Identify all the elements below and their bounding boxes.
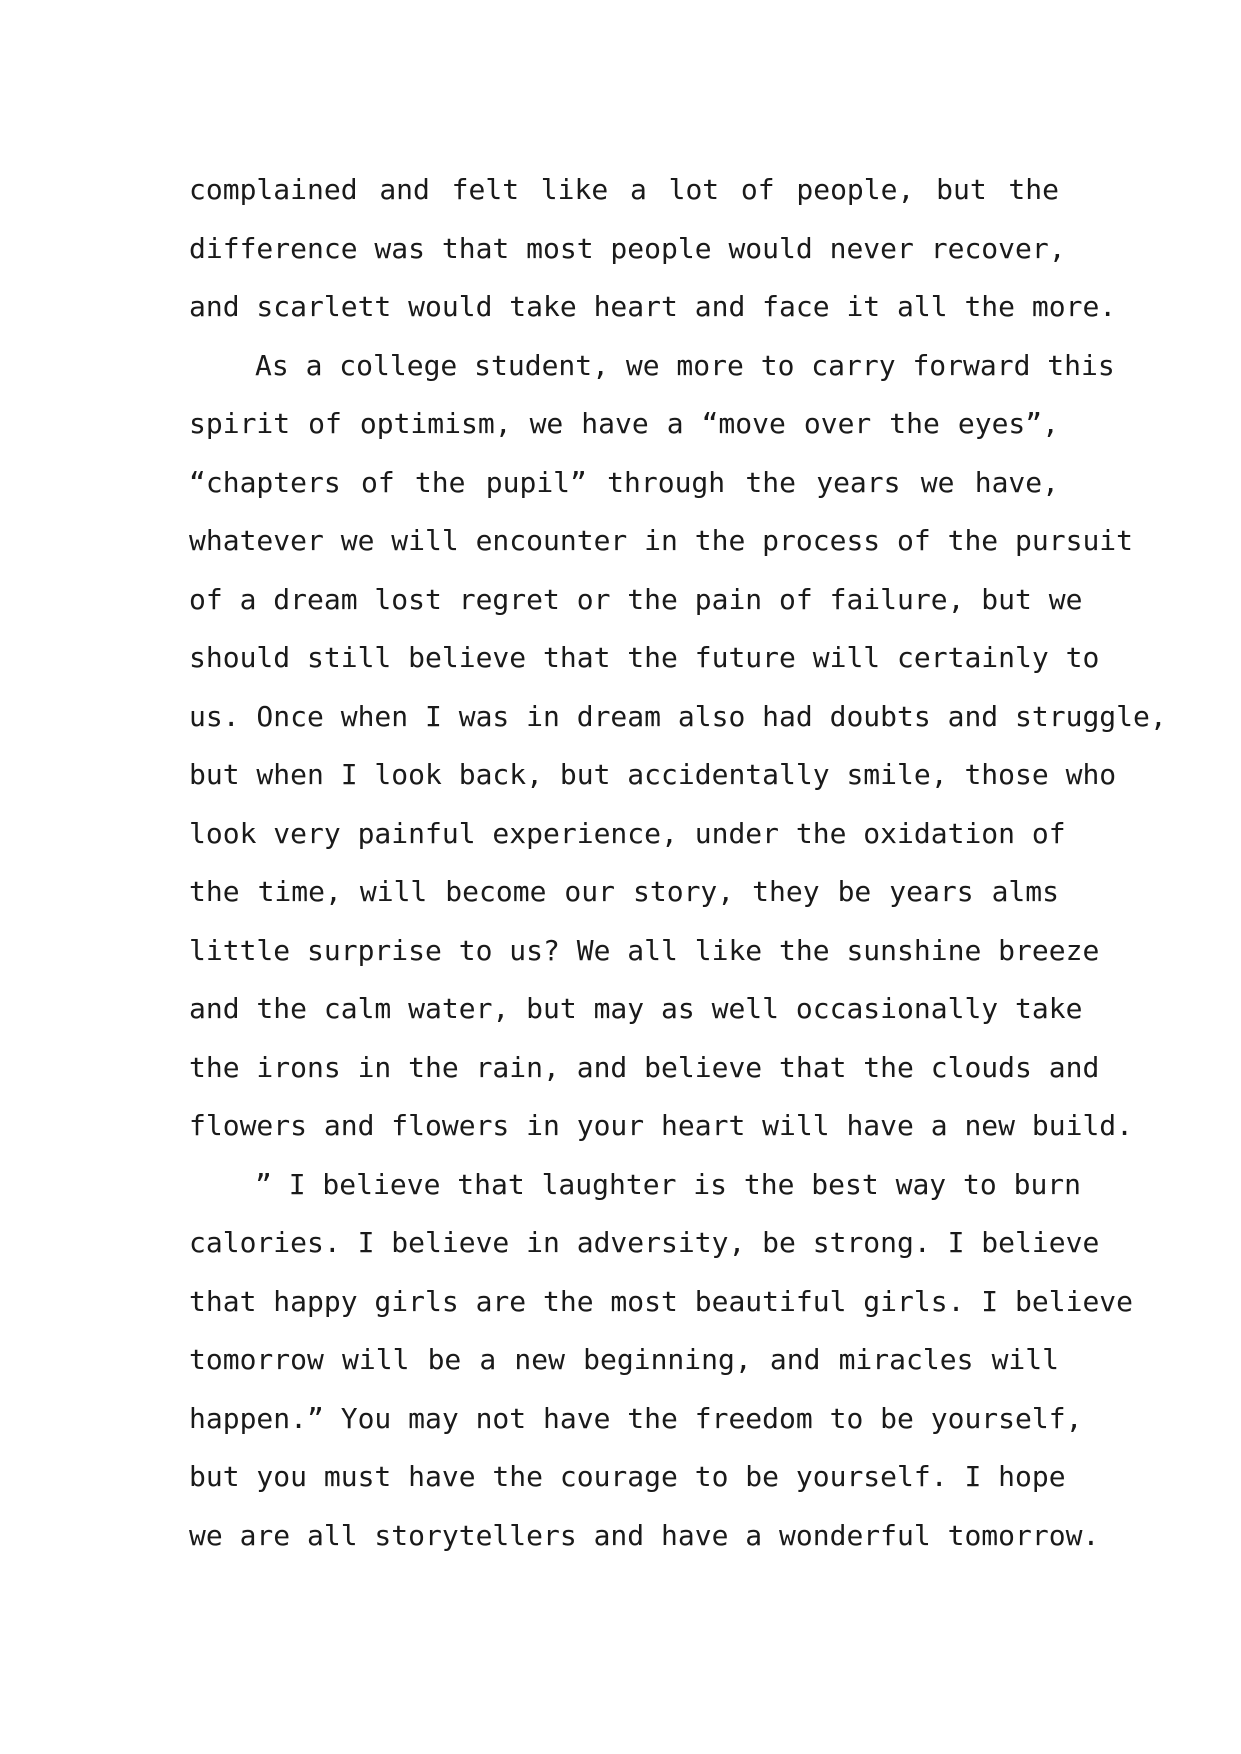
text-line: happen.” You may not have the freedom to be yourself, xyxy=(189,1401,1083,1435)
text-line: and the calm water, but may as well occasionally take xyxy=(189,992,1083,1025)
text-line: that happy girls are the most beautiful girls. I believe xyxy=(189,1284,1134,1318)
text-line: of a dream lost regret or the pain of failure, but we xyxy=(189,582,1083,616)
paragraph-start-line: ” I believe that laughter is the best way to burn xyxy=(255,1167,1082,1201)
paragraph-start-line: As a college student, we more to carry forward this xyxy=(255,348,1115,382)
text-line: calories. I believe in adversity, be strong. I believe xyxy=(189,1226,1100,1259)
text-line: the time, will become our story, they be years alms xyxy=(189,875,1059,908)
text-line: we are all storytellers and have a wonderful tomorrow. xyxy=(189,1518,1100,1552)
text-line: complained and felt like a lot of people, but the xyxy=(189,173,1059,206)
text-line: little surprise to us? We all like the sunshine breeze xyxy=(189,933,1100,967)
text-line: difference was that most people would never recover, xyxy=(189,231,1066,265)
text-line: the irons in the rain, and believe that the clouds and xyxy=(189,1050,1100,1084)
text-line: should still believe that the future will certainly to xyxy=(189,641,1100,674)
text-line: “chapters of the pupil” through the years we have, xyxy=(189,465,1059,499)
text-line: flowers and flowers in your heart will have a new build. xyxy=(189,1109,1134,1142)
text-line: look very painful experience, under the oxidation of xyxy=(189,816,1066,850)
text-line: whatever we will encounter in the process of the pursuit xyxy=(189,524,1134,557)
text-line: us. Once when I was in dream also had doubts and struggle, xyxy=(189,699,1167,733)
body-text xyxy=(189,161,1167,1565)
text-line: spirit of optimism, we have a “move over the eyes”, xyxy=(189,407,1059,440)
text-line: but you must have the courage to be yourself. I hope xyxy=(189,1460,1066,1493)
text-line: tomorrow will be a new beginning, and miracles will xyxy=(189,1343,1059,1376)
text-line: but when I look back, but accidentally smile, those who xyxy=(189,758,1117,791)
text-line: and scarlett would take heart and face it all the more. xyxy=(189,290,1117,323)
